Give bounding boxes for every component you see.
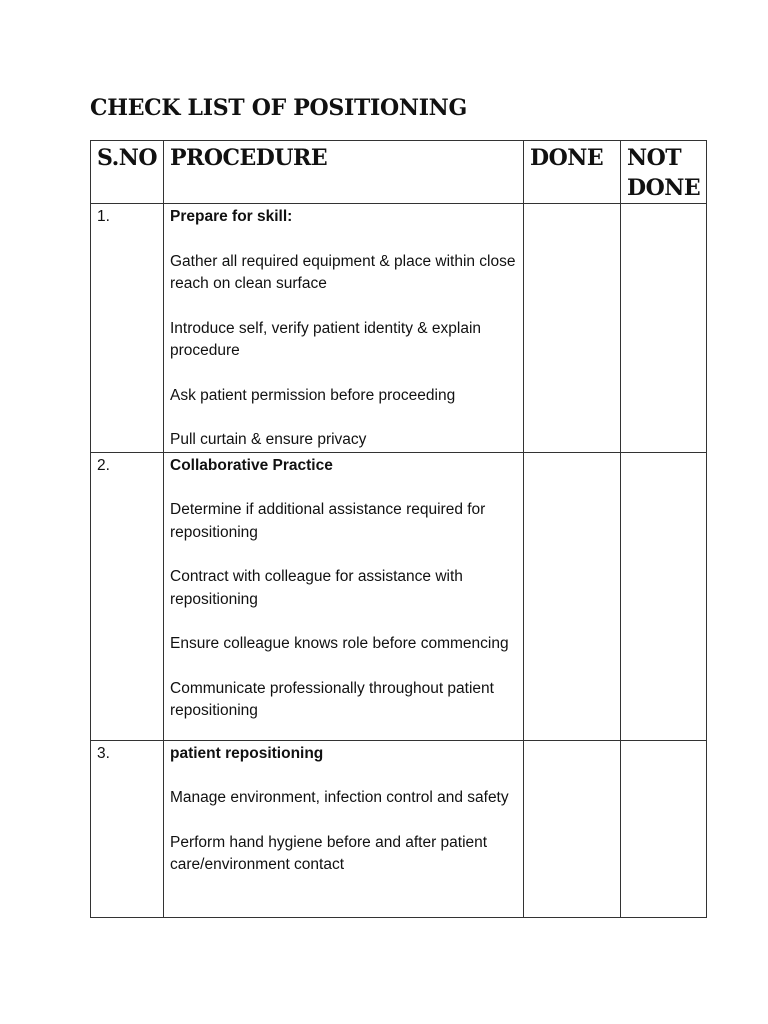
document-title: CHECK LIST OF POSITIONING bbox=[90, 95, 467, 121]
table-row bbox=[91, 452, 707, 740]
step-item: Contract with colleague for assistance with repositioning bbox=[170, 568, 463, 608]
step-item: Ensure colleague knows role before commencing bbox=[170, 635, 509, 652]
sno-cell: 3. bbox=[91, 740, 164, 917]
step-heading: patient repositioning bbox=[170, 744, 324, 762]
step-item: Manage environment, infection control and safety bbox=[170, 789, 509, 806]
sno-cell: 1. bbox=[91, 204, 164, 453]
step-heading: Collaborative Practice bbox=[170, 456, 333, 474]
table-row bbox=[91, 740, 707, 917]
not-done-cell[interactable] bbox=[621, 452, 707, 740]
done-cell[interactable] bbox=[524, 452, 621, 740]
positioning-checklist-table bbox=[90, 140, 707, 918]
done-cell[interactable] bbox=[524, 204, 621, 453]
step-item: Gather all required equipment & place within close reach on clean surface bbox=[170, 252, 516, 292]
header-row bbox=[91, 141, 707, 204]
header-sno: S.NO bbox=[91, 141, 164, 204]
table-body bbox=[91, 204, 707, 918]
not-done-cell[interactable] bbox=[621, 204, 707, 453]
table-header bbox=[91, 141, 707, 204]
step-item: Ask patient permission before proceeding bbox=[170, 386, 456, 404]
step-item: Introduce self, verify patient identity & explain procedure bbox=[170, 319, 482, 359]
step-item: Determine if additional assistance required for repositioning bbox=[170, 501, 486, 541]
step-item: Perform hand hygiene before and after patient care/environment contact bbox=[170, 833, 488, 873]
header-not-done: NOT DONE bbox=[621, 141, 707, 204]
step-item: Communicate professionally throughout patient repositioning bbox=[170, 679, 494, 719]
procedure-cell bbox=[164, 740, 524, 917]
procedure-cell bbox=[164, 452, 524, 740]
header-procedure: PROCEDURE bbox=[164, 141, 524, 204]
procedure-cell bbox=[164, 204, 524, 453]
done-cell[interactable] bbox=[524, 740, 621, 917]
not-done-cell[interactable] bbox=[621, 740, 707, 917]
header-done: DONE bbox=[524, 141, 621, 204]
table-row bbox=[91, 204, 707, 453]
step-item: Pull curtain & ensure privacy bbox=[170, 431, 367, 448]
step-heading: Prepare for skill: bbox=[170, 208, 293, 225]
sno-cell: 2. bbox=[91, 452, 164, 740]
